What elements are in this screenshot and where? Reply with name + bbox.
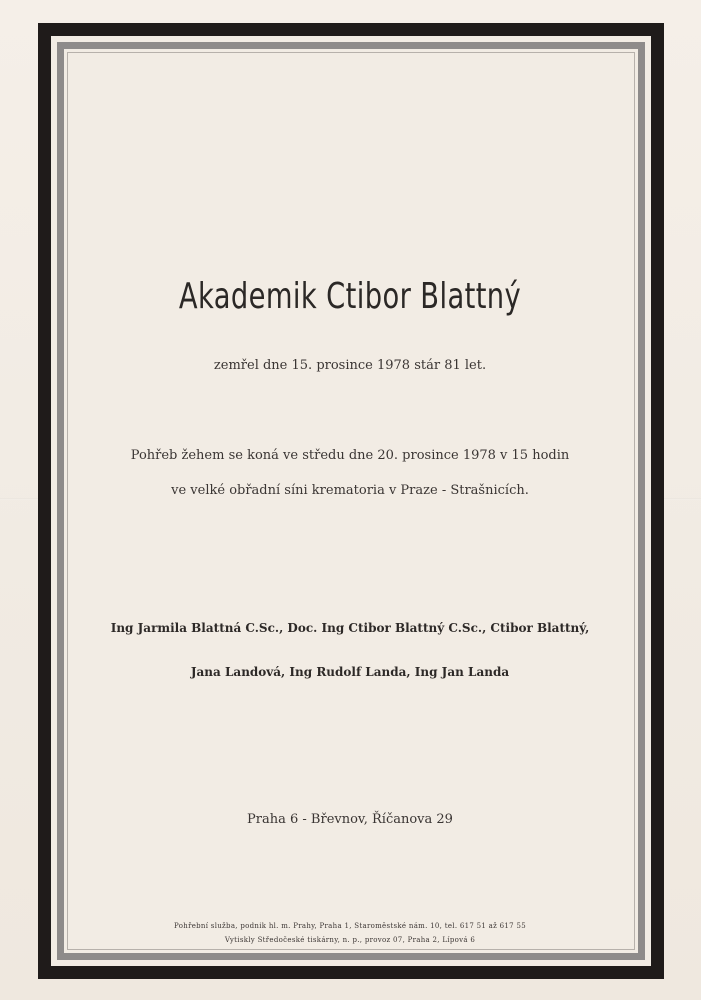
printer-imprint: Vytiskly Středočeské tiskárny, n. p., provoz 07, Praha 2, Lípová 6 xyxy=(224,936,476,944)
death-date-line: zemřel dne 15. prosince 1978 stár 81 let. xyxy=(213,358,487,373)
family-address: Praha 6 - Břevnov, Říčanova 29 xyxy=(247,812,453,827)
mourners-line-1: Ing Jarmila Blattná C.Sc., Doc. Ing Ctibor Blattný C.Sc., Ctibor Blattný, xyxy=(110,621,590,635)
funeral-time-line: Pohřeb žehem se koná ve středu dne 20. prosince 1978 v 15 hodin xyxy=(130,448,570,463)
funeral-service-imprint: Pohřební služba, podnik hl. m. Prahy, Praha 1, Staroměstské nám. 10, tel. 617 51 až 617 55 xyxy=(174,922,526,930)
funeral-place-line: ve velké obřadní síni krematoria v Praze - Strašnicích. xyxy=(171,483,529,498)
mourners-line-2: Jana Landová, Ing Rudolf Landa, Ing Jan Landa xyxy=(190,665,510,679)
deceased-name-title: Akademik Ctibor Blattný xyxy=(178,276,522,317)
